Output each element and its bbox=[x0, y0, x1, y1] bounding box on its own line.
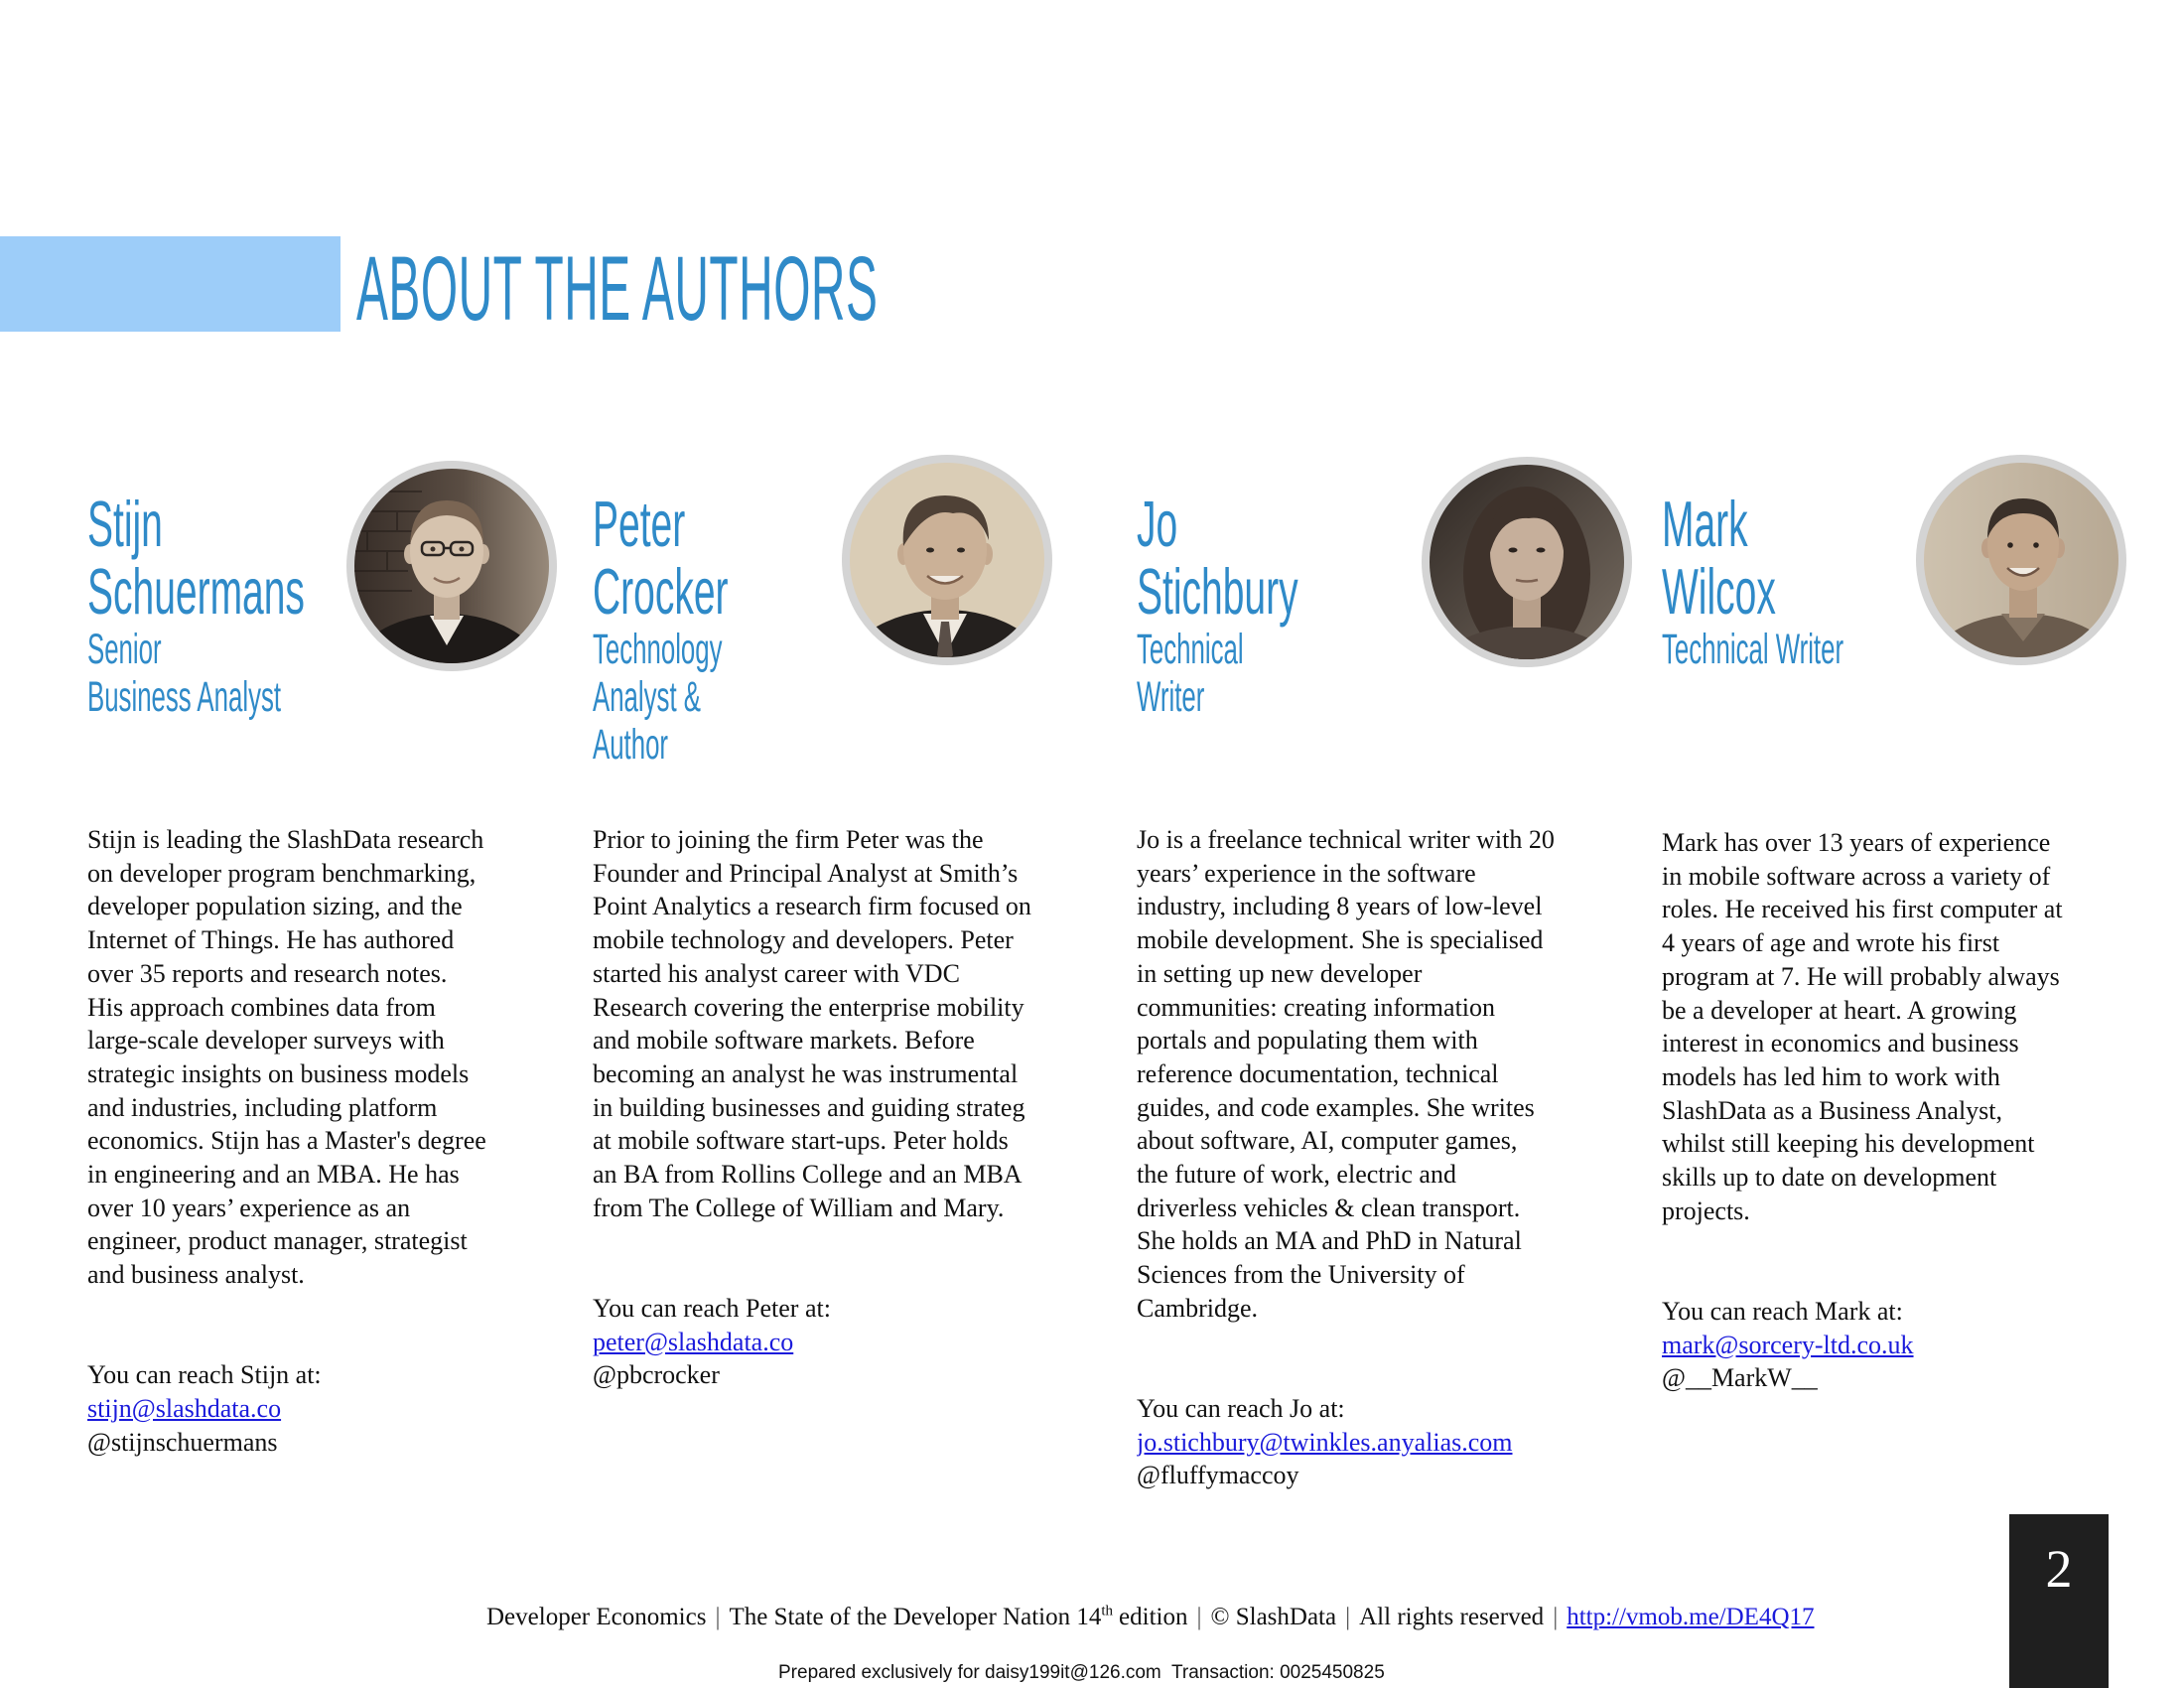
author-role-line: Senior bbox=[87, 626, 162, 673]
author-bio-line: Sciences from the University of bbox=[1137, 1260, 1465, 1290]
author-bio-line: Research covering the enterprise mobility bbox=[593, 992, 1024, 1022]
author-email bbox=[87, 1392, 564, 1426]
author-name bbox=[1662, 488, 1843, 628]
author-twitter-handle: @__MarkW__ bbox=[1662, 1363, 1818, 1393]
author-email-link[interactable]: peter@slashdata.co bbox=[593, 1327, 794, 1356]
footer-publication: Developer Economics bbox=[486, 1604, 707, 1630]
author-bio-text bbox=[593, 823, 1095, 1224]
author-bio-line: over 10 years’ experience as an bbox=[87, 1193, 411, 1222]
author-bio bbox=[87, 823, 564, 1459]
contact-label: You can reach Mark at: bbox=[1662, 1296, 1903, 1326]
author-bio-line: about software, AI, computer games, bbox=[1137, 1126, 1518, 1156]
author-name-line: Mark bbox=[1662, 488, 1748, 560]
author-bio-line: whilst still keeping his development bbox=[1662, 1129, 2035, 1159]
author-role bbox=[1137, 626, 1298, 721]
author-bio-line: projects. bbox=[1662, 1196, 1750, 1225]
author-bio-line: years’ experience in the software bbox=[1137, 858, 1476, 888]
author-jo bbox=[1137, 488, 1555, 1490]
author-role-line: Business Analyst bbox=[87, 673, 282, 721]
author-twitter-handle: @pbcrocker bbox=[593, 1360, 720, 1390]
author-bio-line: becoming an analyst he was instrumental bbox=[593, 1058, 1019, 1088]
footer-copyright: © SlashData bbox=[1210, 1604, 1337, 1630]
author-email bbox=[593, 1326, 1095, 1359]
author-bio-line: skills up to date on development bbox=[1662, 1163, 1997, 1193]
author-bio-line: Jo is a freelance technical writer with 20 bbox=[1137, 825, 1555, 854]
author-bio-line: Mark has over 13 years of experience bbox=[1662, 828, 2051, 857]
author-bio-line: roles. He received his first computer at bbox=[1662, 895, 2063, 924]
author-bio-line: Cambridge. bbox=[1137, 1293, 1259, 1323]
author-role bbox=[1662, 626, 1843, 673]
author-bio-line: on developer program benchmarking, bbox=[87, 858, 477, 888]
author-bio-line: industry, including 8 years of low-level bbox=[1137, 892, 1543, 921]
author-bio-text bbox=[87, 823, 564, 1292]
author-twitter-handle: @stijnschuermans bbox=[87, 1427, 278, 1457]
title-accent-bar bbox=[0, 236, 341, 332]
author-bio-line: economics. Stijn has a Master's degree bbox=[87, 1126, 486, 1156]
author-bio-line: mobile development. She is specialised bbox=[1137, 925, 1544, 955]
author-bio-line: mobile technology and developers. Peter bbox=[593, 925, 1014, 955]
author-bio-line: Stijn is leading the SlashData research bbox=[87, 825, 484, 854]
author-bio-line: Point Analytics a research firm focused on bbox=[593, 892, 1031, 921]
author-heading bbox=[87, 488, 305, 721]
author-heading bbox=[593, 488, 729, 769]
author-role-line: Technical Writer bbox=[1662, 626, 1844, 673]
author-bio-line: His approach combines data from bbox=[87, 992, 436, 1022]
author-bio-line: program at 7. He will probably always bbox=[1662, 961, 2060, 991]
prepared-notice: Prepared exclusively for daisy199it@126.com Transaction: 0025450825 bbox=[778, 1662, 1385, 1683]
author-bio-line: strategic insights on business models bbox=[87, 1058, 470, 1088]
author-contact bbox=[1137, 1392, 1643, 1492]
author-bio-line: in building businesses and guiding strateg bbox=[593, 1092, 1025, 1122]
author-bio-line: and industries, including platform bbox=[87, 1092, 438, 1122]
author-bio bbox=[1662, 826, 2158, 1395]
author-name bbox=[1137, 488, 1298, 628]
author-role-line: Author bbox=[593, 721, 669, 769]
author-bio-line: communities: creating information bbox=[1137, 992, 1496, 1022]
author-bio-line: and mobile software markets. Before bbox=[593, 1026, 975, 1055]
author-email-link[interactable]: stijn@slashdata.co bbox=[87, 1393, 282, 1423]
page-title: ABOUT THE AUTHORS bbox=[356, 238, 879, 340]
contact-label: You can reach Jo at: bbox=[1137, 1393, 1345, 1423]
author-contact bbox=[1662, 1295, 2158, 1395]
author-twitter-handle: @fluffymaccoy bbox=[1137, 1461, 1299, 1490]
author-contact bbox=[87, 1358, 564, 1459]
page-footer bbox=[486, 1601, 1815, 1634]
footer-edition: edition bbox=[1119, 1604, 1188, 1630]
footer-ordinal-suffix: th bbox=[1101, 1603, 1114, 1619]
portrait bbox=[342, 457, 561, 675]
author-bio-text bbox=[1662, 826, 2158, 1227]
author-email bbox=[1662, 1329, 2158, 1362]
author-heading bbox=[1137, 488, 1298, 721]
portrait bbox=[1912, 451, 2130, 669]
author-email-link[interactable]: jo.stichbury@twinkles.anyalias.com bbox=[1137, 1427, 1513, 1457]
author-bio-line: from The College of William and Mary. bbox=[593, 1193, 1005, 1222]
author-bio bbox=[593, 823, 1095, 1392]
author-role-line: Analyst & bbox=[593, 673, 701, 721]
author-name-line: Crocker bbox=[593, 555, 729, 628]
author-bio-line: over 35 reports and research notes. bbox=[87, 958, 448, 988]
author-role bbox=[87, 626, 305, 721]
footer-separator: | bbox=[715, 1604, 721, 1630]
author-bio-line: and business analyst. bbox=[87, 1260, 305, 1290]
footer-separator: | bbox=[1345, 1604, 1351, 1630]
author-bio-line: reference documentation, technical bbox=[1137, 1058, 1499, 1088]
author-photo-jo bbox=[1418, 453, 1636, 671]
author-bio-line: interest in economics and business bbox=[1662, 1029, 2019, 1058]
author-name-line: Stichbury bbox=[1137, 555, 1298, 628]
author-bio-line: Prior to joining the firm Peter was the bbox=[593, 825, 984, 854]
author-email bbox=[1137, 1426, 1643, 1460]
author-bio-line: in engineering and an MBA. He has bbox=[87, 1160, 460, 1190]
author-peter bbox=[593, 488, 1031, 1390]
author-bio-line: driverless vehicles & clean transport. bbox=[1137, 1193, 1521, 1222]
contact-label: You can reach Stijn at: bbox=[87, 1360, 322, 1390]
footer-separator: | bbox=[1196, 1604, 1202, 1630]
author-name-line: Jo bbox=[1137, 488, 1178, 560]
author-bio-line: engineer, product manager, strategist bbox=[87, 1226, 468, 1256]
author-name-line: Schuermans bbox=[87, 555, 305, 628]
author-bio-line: 4 years of age and wrote his first bbox=[1662, 928, 2000, 958]
author-role-line: Technical bbox=[1137, 626, 1244, 673]
author-bio-line: an BA from Rollins College and an MBA bbox=[593, 1160, 1023, 1190]
author-name-line: Stijn bbox=[87, 488, 163, 560]
author-bio-line: developer population sizing, and the bbox=[87, 892, 463, 921]
page-number-box bbox=[2009, 1514, 2109, 1688]
footer-separator: | bbox=[1553, 1604, 1559, 1630]
page-number: 2 bbox=[2045, 1539, 2073, 1599]
author-bio-line: in setting up new developer bbox=[1137, 958, 1423, 988]
author-role-line: Writer bbox=[1137, 673, 1205, 721]
contact-label: You can reach Peter at: bbox=[593, 1293, 831, 1323]
author-name bbox=[593, 488, 729, 628]
author-bio-line: models has led him to work with bbox=[1662, 1061, 2000, 1091]
author-photo-stijn bbox=[342, 457, 561, 675]
author-bio-line: large-scale developer surveys with bbox=[87, 1026, 445, 1055]
portrait bbox=[1418, 453, 1636, 671]
author-bio-line: She holds an MA and PhD in Natural bbox=[1137, 1226, 1522, 1256]
footer-url-link[interactable]: http://vmob.me/DE4Q17 bbox=[1567, 1604, 1815, 1630]
author-contact bbox=[593, 1292, 1095, 1392]
author-bio-line: be a developer at heart. A growing bbox=[1662, 995, 2017, 1025]
author-bio-line: at mobile software start-ups. Peter holds bbox=[593, 1126, 1009, 1156]
footer-rights: All rights reserved bbox=[1359, 1604, 1545, 1630]
author-bio-line: started his analyst career with VDC bbox=[593, 958, 960, 988]
author-bio-line: portals and populating them with bbox=[1137, 1026, 1478, 1055]
author-bio bbox=[1137, 823, 1643, 1492]
author-name bbox=[87, 488, 305, 628]
footer-report-title: The State of the Developer Nation 14 bbox=[729, 1604, 1102, 1630]
author-bio-line: Founder and Principal Analyst at Smith’s bbox=[593, 858, 1019, 888]
author-bio-line: SlashData as a Business Analyst, bbox=[1662, 1095, 2003, 1125]
author-bio-text bbox=[1137, 823, 1643, 1326]
portrait bbox=[838, 451, 1056, 669]
author-bio-line: in mobile software across a variety of bbox=[1662, 861, 2051, 891]
author-bio-line: the future of work, electric and bbox=[1137, 1160, 1456, 1190]
author-photo-mark bbox=[1912, 451, 2130, 669]
author-bio-line: guides, and code examples. She writes bbox=[1137, 1092, 1535, 1122]
author-bio-line: Internet of Things. He has authored bbox=[87, 925, 455, 955]
author-photo-peter bbox=[838, 451, 1056, 669]
author-role bbox=[593, 626, 729, 769]
author-role-line: Technology bbox=[593, 626, 723, 673]
author-name-line: Peter bbox=[593, 488, 686, 560]
author-heading bbox=[1662, 488, 1844, 673]
author-email-link[interactable]: mark@sorcery-ltd.co.uk bbox=[1662, 1330, 1914, 1359]
author-name-line: Wilcox bbox=[1662, 555, 1776, 628]
